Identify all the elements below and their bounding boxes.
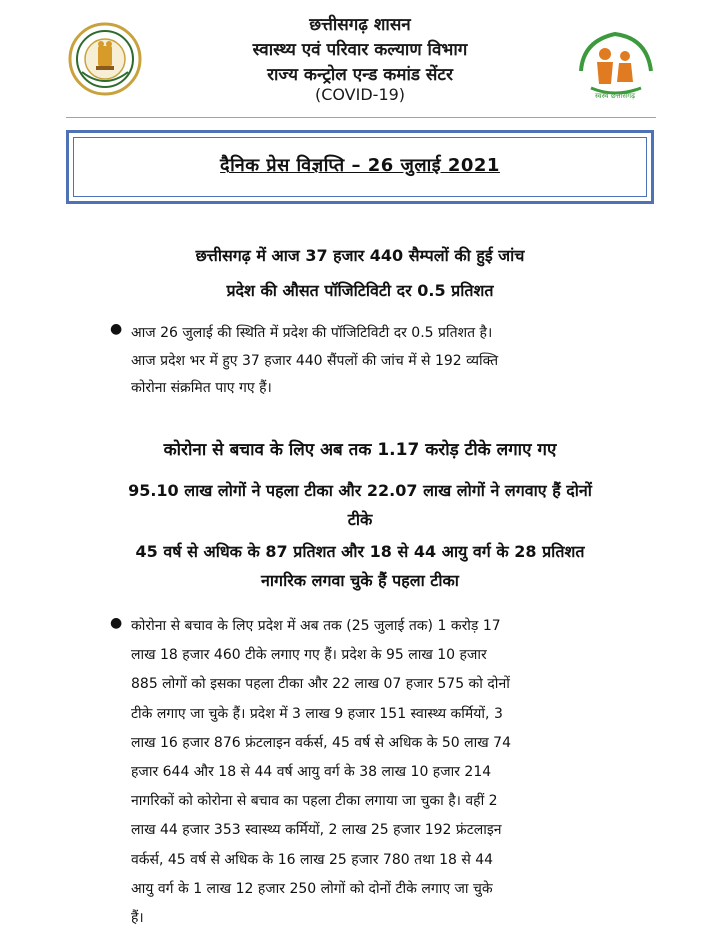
paragraph-line: नागरिकों को कोरोना से बचाव का पहला टीका लगाया जा चुका है। वहीं 2 bbox=[131, 793, 498, 810]
paragraph-line: आयु वर्ग के 1 लाख 12 हजार 250 लोगों को दोनों टीके लगाए जा चुके bbox=[131, 880, 493, 897]
paragraph-line: लाख 44 हजार 353 स्वास्थ्य कर्मियों, 2 लाख 25 हजार 192 फ्रंटलाइन bbox=[131, 822, 502, 839]
headline-vaccination-total: कोरोना से बचाव के लिए अब तक 1.17 करोड़ टीके लगाए गए bbox=[163, 440, 557, 460]
paragraph-line: वर्कर्स, 45 वर्ष से अधिक के 16 लाख 25 हजार 780 तथा 18 से 44 bbox=[131, 851, 494, 868]
headline-doses-line2: टीके bbox=[347, 510, 373, 529]
headline-positivity: प्रदेश की औसत पॉजिटिविटी दर 0.5 प्रतिशत bbox=[226, 281, 494, 300]
headline-age-groups-line1: 45 वर्ष से अधिक के 87 प्रतिशत और 18 से 44 आयु वर्ग के 28 प्रतिशत bbox=[135, 542, 585, 561]
header-line-govt: छत्तीसगढ़ शासन bbox=[309, 15, 411, 35]
paragraph-line: लाख 18 हजार 460 टीके लगाए गए हैं। प्रदेश के 95 लाख 10 हजार bbox=[131, 647, 487, 664]
paragraph-line: 885 लोगों को इसका पहला टीका और 22 लाख 07 हजार 575 को दोनों bbox=[131, 676, 510, 693]
press-release-title: दैनिक प्रेस विज्ञप्ति – 26 जुलाई 2021 bbox=[220, 155, 500, 176]
chhattisgarh-govt-emblem-icon bbox=[68, 22, 142, 96]
paragraph-vaccination bbox=[131, 612, 647, 933]
paragraph-line: हैं। bbox=[131, 910, 144, 927]
header-line-covid: (COVID-19) bbox=[314, 85, 406, 104]
paragraph-line: टीके लगाए जा चुके हैं। प्रदेश में 3 लाख 9 हजार 151 स्वास्थ्य कर्मियों, 3 bbox=[131, 705, 503, 722]
headline-doses-line1: 95.10 लाख लोगों ने पहला टीका और 22.07 लाख लोगों ने लगवाए हैं दोनों bbox=[128, 481, 592, 500]
header-divider bbox=[66, 117, 656, 118]
paragraph-line: आज प्रदेश भर में हुए 37 हजार 440 सैंपलों की जांच में से 192 व्यक्ति bbox=[131, 352, 499, 369]
bullet-dot-icon: ● bbox=[110, 321, 123, 337]
headline-samples: छत्तीसगढ़ में आज 37 हजार 440 सैम्पलों की हुई जांच bbox=[195, 246, 525, 265]
title-box bbox=[66, 130, 654, 204]
paragraph-line: कोरोना संक्रमित पाए गए हैं। bbox=[131, 380, 272, 396]
paragraph-line: कोरोना से बचाव के लिए प्रदेश में अब तक (25 जुलाई तक) 1 करोड़ 17 bbox=[131, 618, 501, 634]
paragraph-line: हजार 644 और 18 से 44 वर्ष आयु वर्ग के 38 लाख 10 हजार 214 bbox=[131, 764, 492, 781]
paragraph-line: आज 26 जुलाई की स्थिति में प्रदेश की पॉजिटिविटी दर 0.5 प्रतिशत है। bbox=[131, 325, 493, 341]
swasth-chhattisgarh-logo-icon bbox=[571, 26, 659, 106]
header-line-control-center: राज्य कन्ट्रोल एन्ड कमांड सेंटर bbox=[267, 65, 453, 85]
header-line-department: स्वास्थ्य एवं परिवार कल्याण विभाग bbox=[252, 40, 468, 60]
headline-age-groups-line2: नागरिक लगवा चुके हैं पहला टीका bbox=[261, 571, 459, 590]
paragraph-line: लाख 16 हजार 876 फ्रंटलाइन वर्कर्स, 45 वर्ष से अधिक के 50 लाख 74 bbox=[131, 734, 511, 751]
paragraph-positivity bbox=[131, 320, 637, 403]
right-logo-caption: स्वस्थ छत्तीसगढ़ bbox=[594, 92, 636, 100]
bullet-dot-icon: ● bbox=[110, 615, 123, 631]
